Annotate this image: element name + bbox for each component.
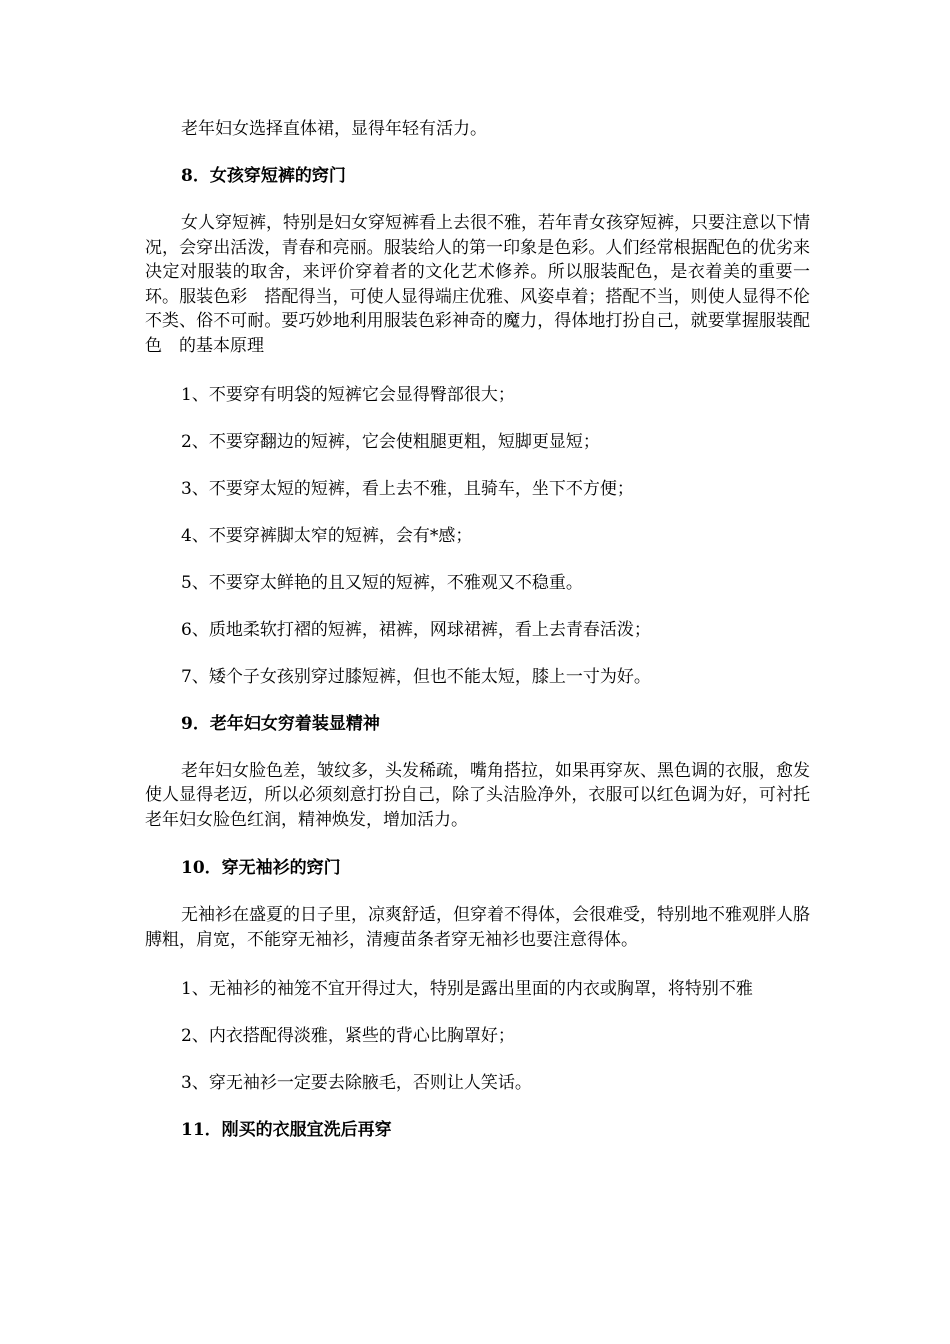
section-8-item-1: 1、不要穿有明袋的短裤它会显得臀部很大； xyxy=(181,384,515,405)
section-8-item-6: 6、质地柔软打褶的短裤，裙裤，网球裙裤，看上去青春活泼； xyxy=(181,619,651,640)
section-10-item-1: 1、无袖衫的袖笼不宜开得过大，特别是露出里面的内衣或胸罩，将特别不雅 xyxy=(181,978,753,999)
section-8-heading: 8．女孩穿短裤的窍门 xyxy=(181,166,346,186)
section-10-item-3: 3、穿无袖衫一定要去除腋毛，否则让人笑话。 xyxy=(181,1072,532,1093)
section-9-heading: 9．老年妇女穷着装显精神 xyxy=(181,713,380,734)
section-9-paragraph: 老年妇女脸色差，皱纹多，头发稀疏，嘴角搭拉，如果再穿灰、黑色调的衣服，愈发使人显得老迈，所以必须刻意打扮自己，除了头洁脸净外，衣服可以红色调为好，可衬托老年妇女脸色红润，精神焕发，增加活力。 xyxy=(145,760,810,830)
section-8-item-2: 2、不要穿翻边的短裤，它会使粗腿更粗，短脚更显短； xyxy=(181,431,600,452)
section-8-paragraph: 女人穿短裤，特别是妇女穿短裤看上去很不雅，若年青女孩穿短裤，只要注意以下情况，会穿出活泼，青春和亮丽。服装给人的第一印象是色彩。人们经常根据配色的优劣来决定对服装的取舍，来评价穿着者的文化艺术修养。所以服装配色，是衣着美的重要一环。服装色彩 搭配得当，可使人显得端庄优雅、风姿卓着；搭配不当，则使人显得不伦不类、俗不可耐。要巧妙地利用服装色彩神奇的魔力，得体地打扮自己，就要掌握服装配色 的基本原理 xyxy=(145,213,810,356)
section-8-item-4: 4、不要穿裤脚太窄的短裤，会有*感； xyxy=(181,525,473,546)
section-8-item-3: 3、不要穿太短的短裤，看上去不雅，且骑车，坐下不方便； xyxy=(181,478,634,499)
document-body xyxy=(145,117,810,1142)
section-10-paragraph: 无袖衫在盛夏的日子里，凉爽舒适，但穿着不得体，会很难受，特别地不雅观胖人胳膊粗，肩宽，不能穿无袖衫，清瘦苗条者穿无袖衫也要注意得体。 xyxy=(145,905,810,950)
section-10-heading: 10．穿无袖衫的窍门 xyxy=(181,858,341,879)
section-8-item-5: 5、不要穿太鲜艳的且又短的短裤，不雅观又不稳重。 xyxy=(181,572,583,593)
section-10-item-2: 2、内衣搭配得淡雅，紧些的背心比胸罩好； xyxy=(181,1025,515,1046)
intro-line: 老年妇女选择直体裙，显得年轻有活力。 xyxy=(181,119,487,139)
section-8-item-7: 7、矮个子女孩别穿过膝短裤，但也不能太短，膝上一寸为好。 xyxy=(181,666,651,687)
section-11-heading: 11．刚买的衣服宜洗后再穿 xyxy=(181,1119,392,1140)
